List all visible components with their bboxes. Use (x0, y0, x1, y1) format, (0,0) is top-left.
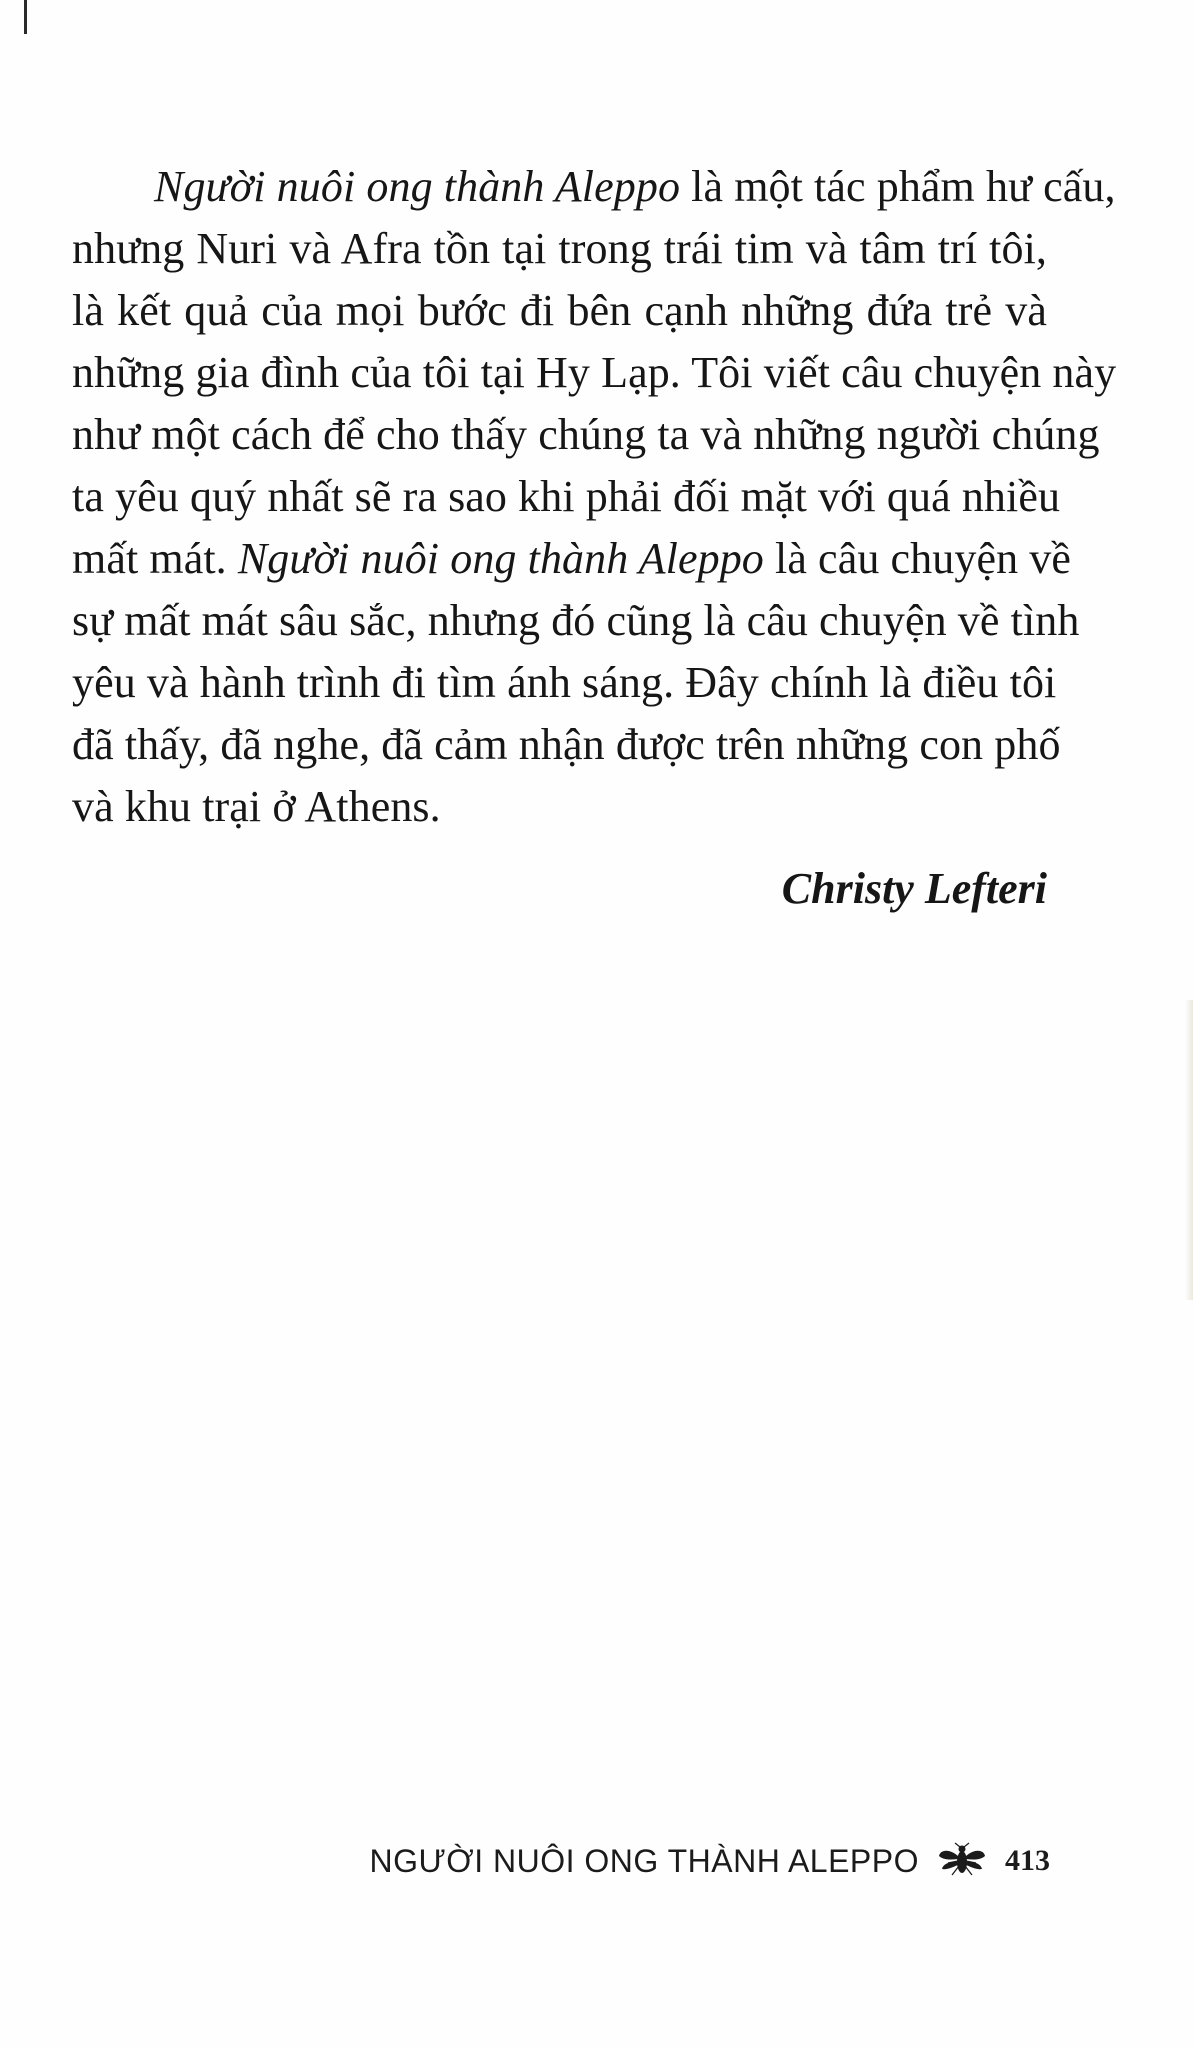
text-segment: sự mất mát sâu sắc, nhưng đó cũng là câu chuyện về tình (72, 596, 1080, 645)
text-line (72, 776, 1047, 838)
text-segment: như một cách để cho thấy chúng ta và những người chúng (72, 410, 1100, 459)
bee-icon (937, 1842, 987, 1880)
text-segment: yêu và hành trình đi tìm ánh sáng. Đây chính là điều tôi (72, 658, 1057, 707)
text-segment: là câu chuyện về (763, 534, 1072, 583)
running-title: NGƯỜI NUÔI ONG THÀNH ALEPPO (369, 1842, 919, 1879)
text-segment: và khu trại ở Athens. (72, 782, 441, 831)
text-segment: là kết quả của mọi bước đi bên cạnh những đứa trẻ và (72, 286, 1047, 335)
page-edge-mark (24, 0, 27, 34)
text-line (72, 590, 1080, 652)
text-segment: mất mát. (72, 534, 238, 583)
page-edge-shadow (1185, 1000, 1193, 1300)
text-segment: là một tác phẩm hư cấu, (680, 162, 1116, 211)
page-number: 413 (1005, 1844, 1050, 1877)
body-paragraph (72, 156, 1117, 838)
author-signature: Christy Lefteri (781, 864, 1047, 913)
text-segment: đã thấy, đã nghe, đã cảm nhận được trên những con phố (72, 720, 1061, 769)
book-title-italic: Người nuôi ong thành Aleppo (237, 534, 764, 583)
text-line (72, 156, 1116, 218)
text-line (72, 652, 1057, 714)
page-footer (360, 1836, 1050, 1886)
text-line (72, 466, 1061, 528)
text-segment: ta yêu quý nhất sẽ ra sao khi phải đối mặt với quá nhiều (72, 472, 1061, 521)
text-segment: nhưng Nuri và Afra tồn tại trong trái tim và tâm trí tôi, (72, 224, 1047, 273)
text-segment: những gia đình của tôi tại Hy Lạp. Tôi viết câu chuyện này (72, 348, 1117, 397)
text-line (72, 218, 1047, 280)
book-title-italic: Người nuôi ong thành Aleppo (154, 162, 681, 211)
text-line (72, 528, 1072, 590)
text-line (72, 404, 1100, 466)
text-line (72, 342, 1117, 404)
text-line (72, 280, 1047, 342)
text-line (72, 714, 1061, 776)
